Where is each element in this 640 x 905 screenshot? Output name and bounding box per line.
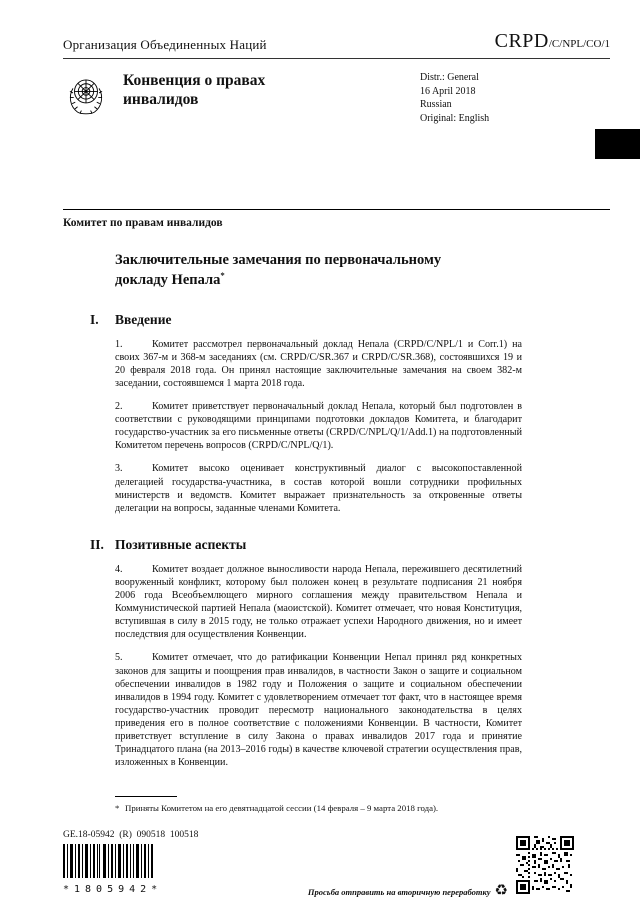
org-name: Организация Объединенных Наций: [63, 37, 267, 52]
paragraph-3: [115, 462, 522, 514]
section-title: Введение: [115, 311, 172, 327]
section-heading: [90, 537, 640, 553]
paragraph-5: [115, 651, 522, 769]
date-line: 16 April 2018: [420, 85, 476, 97]
section-introduction: [90, 312, 640, 515]
paragraph-number: 3.: [115, 463, 123, 475]
document-header: [63, 30, 610, 53]
original-language-line: Original: English: [420, 112, 490, 124]
recycle-text: Просьба отправить на вторичную переработку: [307, 886, 491, 897]
paragraph-4: [115, 563, 522, 642]
committee-name: Комитет по правам инвалидов: [63, 217, 223, 229]
distribution-info: [420, 71, 610, 125]
language-line: Russian: [420, 99, 452, 110]
paragraph-number: 5.: [115, 652, 123, 664]
document-symbol: [495, 30, 610, 53]
section-number: II.: [90, 536, 104, 552]
document-title: [115, 251, 465, 290]
distr-line: Distr.: General: [420, 72, 479, 83]
header-rule: [63, 58, 610, 59]
document-symbol-suffix: /C/NPL/CO/1: [548, 38, 610, 50]
recycle-notice: [308, 884, 508, 899]
masthead-rule: [63, 209, 610, 210]
title-footnote-marker: *: [220, 269, 225, 280]
document-title-text: Заключительные замечания по первоначальному докладу Непала: [115, 252, 442, 288]
paragraph-number: 1.: [115, 338, 123, 350]
document-symbol-main: CRPD: [494, 30, 549, 52]
masthead: [63, 71, 610, 125]
convention-title: Конвенция о правах инвалидов: [123, 72, 266, 109]
section-title: Позитивные аспекты: [115, 536, 247, 552]
paragraph-1: [115, 338, 522, 390]
barcode-icon: [63, 844, 155, 878]
footnote-text: Приняты Комитетом на его девятнадцатой сессии (14 февраля – 9 марта 2018 года).: [125, 803, 439, 813]
barcode: [63, 844, 163, 895]
paragraph-text: Комитет воздает должное выносливости народа Непала, пережившего десятилетний вооруженный конфликт, которому был положен конец в результате подписания 21 ноября 2006 года Всеобъемлющего мирного соглашения между правительством Непала и Коммунистической партией Непала (маоистской). Комитет отмечает, что новая Конституция, вступившая в силу в 2015 году, не только отражает успехи Народного движения, но и имеет последствия для осуществления Конвенции.: [115, 563, 522, 641]
un-emblem-icon: [63, 73, 109, 119]
footnote-rule: [115, 796, 177, 797]
paragraph-number: 2.: [115, 400, 123, 412]
paragraph-number: 4.: [115, 563, 123, 575]
edge-marker: [595, 129, 640, 159]
section-number: I.: [90, 311, 99, 327]
paragraph-text: Комитет рассмотрел первоначальный доклад Непала (CRPD/C/NPL/1 и Corr.1) на своих 367-м и 368-м заседаниях (см. CRPD/C/SR.367 и CRPD/C/SR.368), состоявшихся 19 и 20 февраля 2018 года. Он принял настоящие заключительные замечания на своем 382-м заседании, состоявшемся 1 марта 2018 года.: [115, 338, 522, 389]
paragraph-text: Комитет высоко оценивает конструктивный диалог с высокопоставленной делегацией государства-участника, в состав которой вошли сотрудники профильных министерств и ведомств. Комитет выражает признательность за откровенные ответы делегации на вопросы, заданные членами Комитета.: [115, 463, 522, 514]
footnote: [115, 803, 535, 813]
barcode-text: *1805942*: [63, 884, 163, 895]
paragraph-2: [115, 400, 522, 452]
ge-reference-number: GE.18-05942 (R) 090518 100518: [63, 830, 199, 840]
footnote-marker: *: [115, 803, 120, 813]
recycle-icon: ♻: [494, 883, 508, 899]
section-heading: [90, 312, 640, 328]
paragraph-text: Комитет отмечает, что до ратификации Конвенции Непал принял ряд конкретных законов для защиты и поощрения прав инвалидов, в частности Закон о защите и социальном обеспечении инвалидов в 1982 году и Положения о защите и социальном обеспечении инвалидов в 1994 году. Комитет с удовлетворением отмечает тот факт, что в настоящее время государство-участник проводит пересмотр национального законодательства в целях приведения его в полное соответствие с положениями Конвенции. В частности, Комитет приветствует вступление в силу Закона о правах инвалидов 2017 года и принятие Тринадцатого плана (на 2013–2016 годы) в качестве ключевой стратегии осуществления прав, изложенных в Конвенции.: [115, 652, 522, 769]
paragraph-text: Комитет приветствует первоначальный доклад Непала, который был подготовлен в соответствии с руководящими принципами подготовки докладов Комитета, и благодарит государство-участник за его письменные ответы (CRPD/C/NPL/Q/1/Add.1) на подготовленный Комитетом перечень вопросов (CRPD/C/NPL/Q/1).: [115, 400, 522, 452]
section-positive-aspects: [90, 537, 640, 770]
qr-code-icon: [516, 836, 574, 894]
